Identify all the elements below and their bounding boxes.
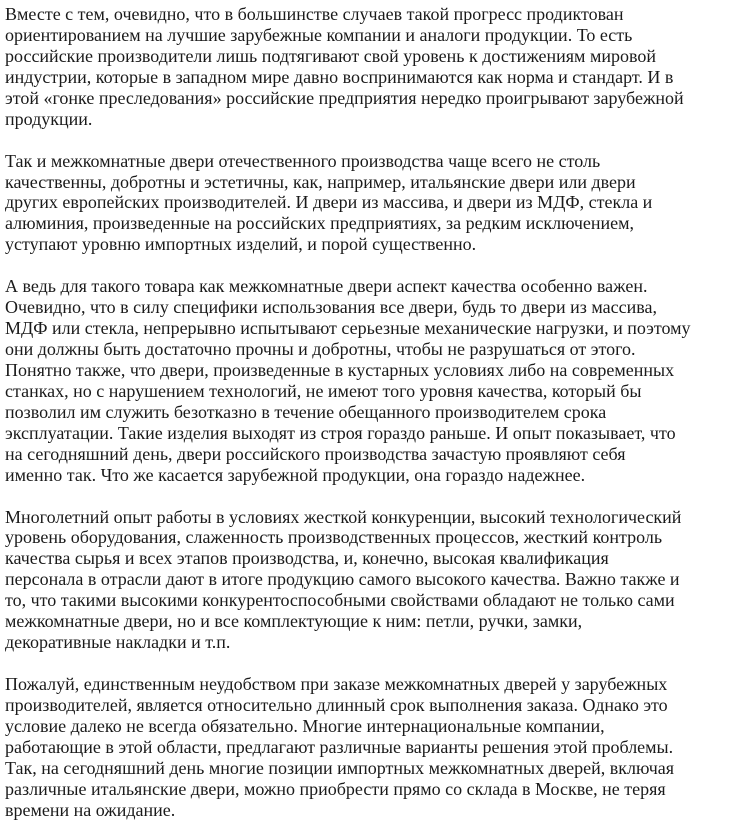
paragraph-2 (5, 151, 746, 256)
text-line: Вместе с тем, очевидно, что в большинстве случаев такой прогресс продиктован (5, 4, 624, 24)
text-line: работающие в этой области, предлагают различные варианты решения этой проблемы. (5, 736, 674, 757)
text-line: Понятно также, что двери, произведенные в кустарных условиях либо на современных (5, 359, 675, 380)
text-line: то, что такими высокими конкурентоспособными свойствами обладают не только сами (5, 590, 675, 611)
text-line: Очевидно, что в силу специфики использования все двери, будь то двери из массива, (5, 297, 657, 318)
text-line: они должны быть достаточно прочны и добротны, чтобы не разрушаться от этого. (5, 339, 636, 359)
text-line: времени на ожидание. (5, 799, 176, 820)
text-line: декоративные накладки и т.п. (5, 632, 231, 653)
text-line: МДФ или стекла, непрерывно испытывают серьезные механические нагрузки, и поэтому (5, 318, 691, 339)
paragraph-3 (5, 276, 746, 485)
text-line: алюминия, произведенные на российских предприятиях, за редким исключением, (5, 213, 635, 234)
text-line: уровень оборудования, слаженность производственных процессов, жесткий контроль (5, 527, 663, 548)
paragraph-5 (5, 674, 746, 821)
text-line: этой «гонке преследования» российские предприятия нередко проигрывают зарубежной (5, 87, 684, 108)
text-line: эксплуатации. Такие изделия выходят из строя гораздо раньше. И опыт показывает, что (5, 422, 676, 443)
text-line: межкомнатные двери, но и все комплектующие к ним: петли, ручки, замки, (5, 611, 583, 632)
text-line: индустрии, которые в западном мире давно воспринимаются как норма и стандарт. И в (5, 66, 674, 87)
text-line: именно так. Что же касается зарубежной продукции, она гораздо надежнее. (5, 464, 586, 485)
text-line: А ведь для такого товара как межкомнатные двери аспект качества особенно важен. (5, 276, 648, 297)
paragraph-4 (5, 507, 746, 654)
text-line: условие далеко не всегда обязательно. Многие интернациональные компании, (5, 715, 605, 736)
paragraph-1 (5, 4, 746, 130)
text-line: позволил им служить безотказно в течение обещанного производителем срока (5, 401, 607, 422)
text-line: Так, на сегодняшний день многие позиции импортных межкомнатных дверей, включая (5, 757, 675, 778)
text-line: станках, но с нарушением технологий, не имеют того уровня качества, который бы (5, 380, 642, 401)
text-line: Пожалуй, единственным неудобством при заказе межкомнатных дверей у зарубежных (5, 674, 668, 694)
text-line: Так и межкомнатные двери отечественного производства чаще всего не столь (5, 150, 601, 171)
text-line: персонала в отрасли дают в итоге продукцию самого высокого качества. Важно также и (5, 569, 680, 590)
text-line: на сегодняшний день, двери российского производства зачастую проявляют себя (5, 443, 626, 464)
text-line: качества сырья и всех этапов производства, и, конечно, высокая квалификация (5, 548, 609, 569)
text-line: различные итальянские двери, можно приобрести прямо со склада в Москве, не теряя (5, 778, 666, 799)
text-line: российские производители лишь подтягивают свой уровень к достижениям мировой (5, 45, 656, 66)
text-line: качественны, добротны и эстетичны, как, например, итальянские двери или двери (5, 171, 636, 192)
text-line: ориентированием на лучшие зарубежные компании и аналоги продукции. То есть (5, 24, 633, 45)
text-line: Многолетний опыт работы в условиях жесткой конкуренции, высокий технологический (5, 506, 682, 527)
text-line: других европейских производителей. И двери из массива, и двери из МДФ, стекла и (5, 192, 653, 213)
text-line: продукции. (5, 108, 93, 129)
text-line: производителей, является относительно длинный срок выполнения заказа. Однако это (5, 694, 668, 715)
text-line: уступают уровню импортных изделий, и порой существенно. (5, 234, 477, 255)
